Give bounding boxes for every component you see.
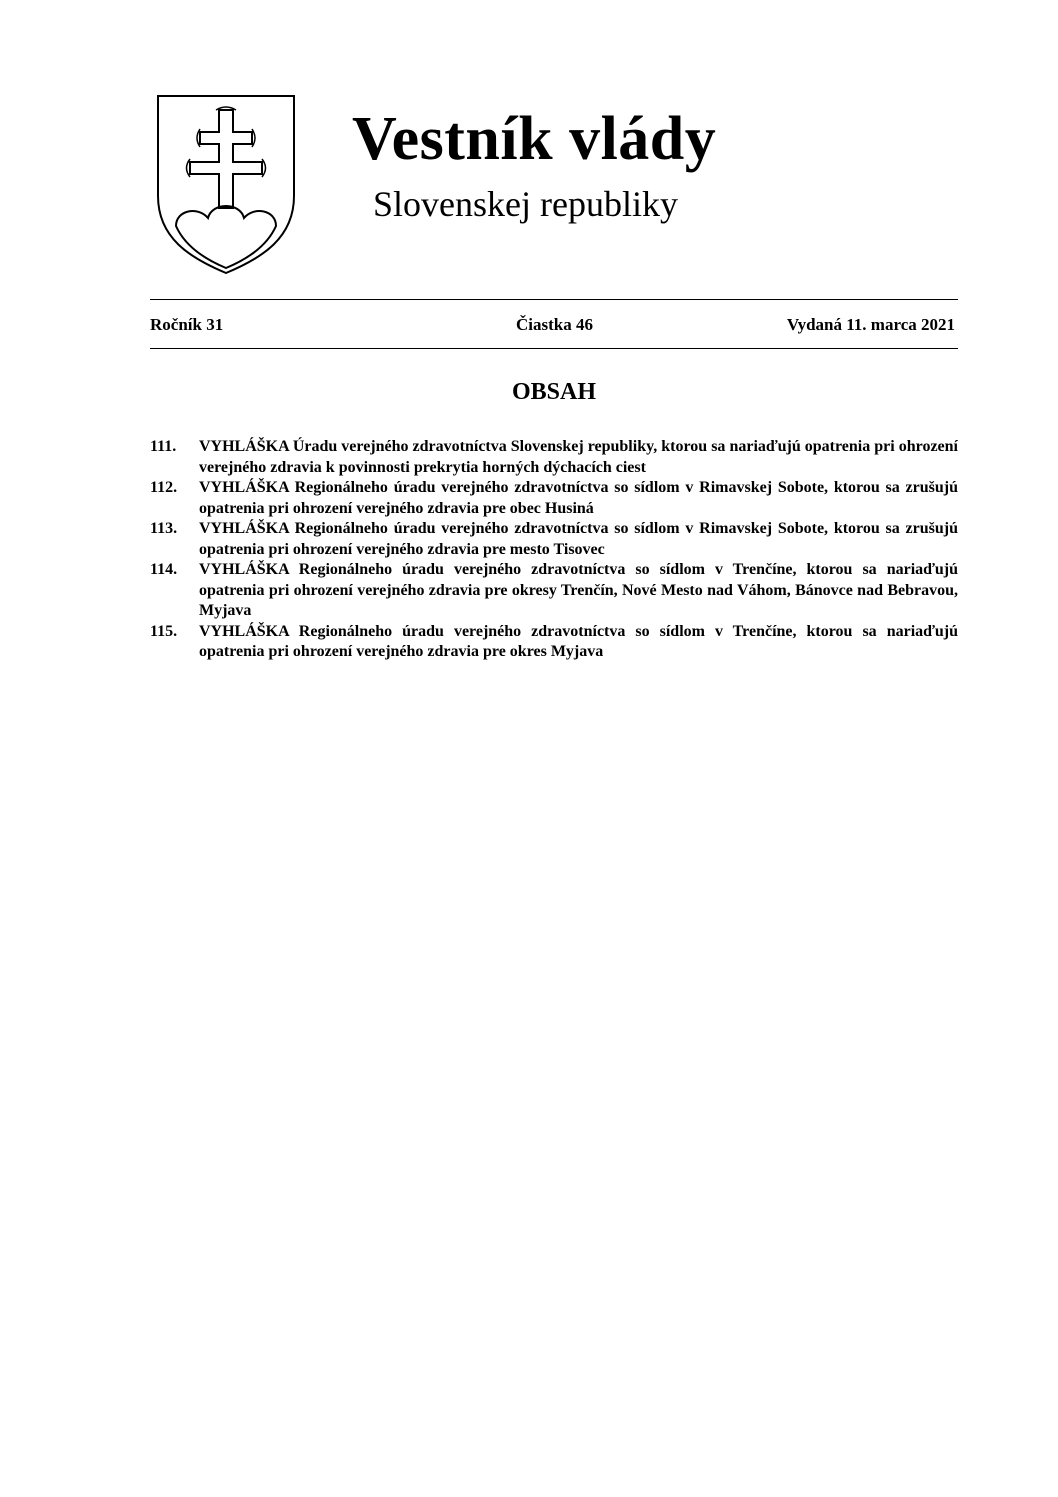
toc-item-number: 115. [150,622,178,640]
toc-item[interactable] [150,519,958,560]
toc-item[interactable] [150,437,958,478]
toc-item-number: 114. [150,561,178,578]
issue-volume: Ročník 31 [150,315,224,334]
toc-item-title: VYHLÁŠKA Regionálneho úradu verejného zdravotníctva so sídlom v Trenčíne, ktorou sa nariaďujú opatrenia pri ohrození verejného zdravia pre okres Myjava [199,622,958,660]
toc-item-number: 111. [150,438,177,455]
toc-item-number: 113. [150,520,178,537]
publication-title: Vestník vlády [352,105,717,173]
header-rule-top [150,299,958,300]
toc-item[interactable] [150,478,958,519]
toc-item[interactable] [150,560,958,622]
toc-item[interactable] [150,622,958,663]
issue-date: Vydaná 11. marca 2021 [786,315,955,334]
toc-item-title: VYHLÁŠKA Regionálneho úradu verejného zdravotníctva so sídlom v Rimavskej Sobote, ktorou sa zrušujú opatrenia pri ohrození verejného zdravia pre mesto Tisovec [199,520,958,558]
toc-item-number: 112. [150,479,178,496]
publication-subtitle: Slovenskej republiky [373,184,678,224]
toc-item-title: VYHLÁŠKA Regionálneho úradu verejného zdravotníctva so sídlom v Rimavskej Sobote, ktorou sa zrušujú opatrenia pri ohrození verejného zdravia pre obec Husiná [199,479,958,517]
toc-item-title: VYHLÁŠKA Regionálneho úradu verejného zdravotníctva so sídlom v Trenčíne, ktorou sa nariaďujú opatrenia pri ohrození verejného zdravia pre okresy Trenčín, Nové Mesto nad Váhom, Bánovce nad Bebravou, Myjava [199,561,958,619]
table-of-contents [150,437,958,663]
slovak-coat-of-arms-icon [154,92,298,276]
issue-part: Čiastka 46 [516,315,593,334]
header-rule-bottom [150,348,958,349]
toc-item-title: VYHLÁŠKA Úradu verejného zdravotníctva Slovenskej republiky, ktorou sa nariaďujú opatrenia pri ohrození verejného zdravia k povinnosti prekrytia horných dýchacích ciest [199,438,958,476]
toc-heading: OBSAH [511,379,597,405]
